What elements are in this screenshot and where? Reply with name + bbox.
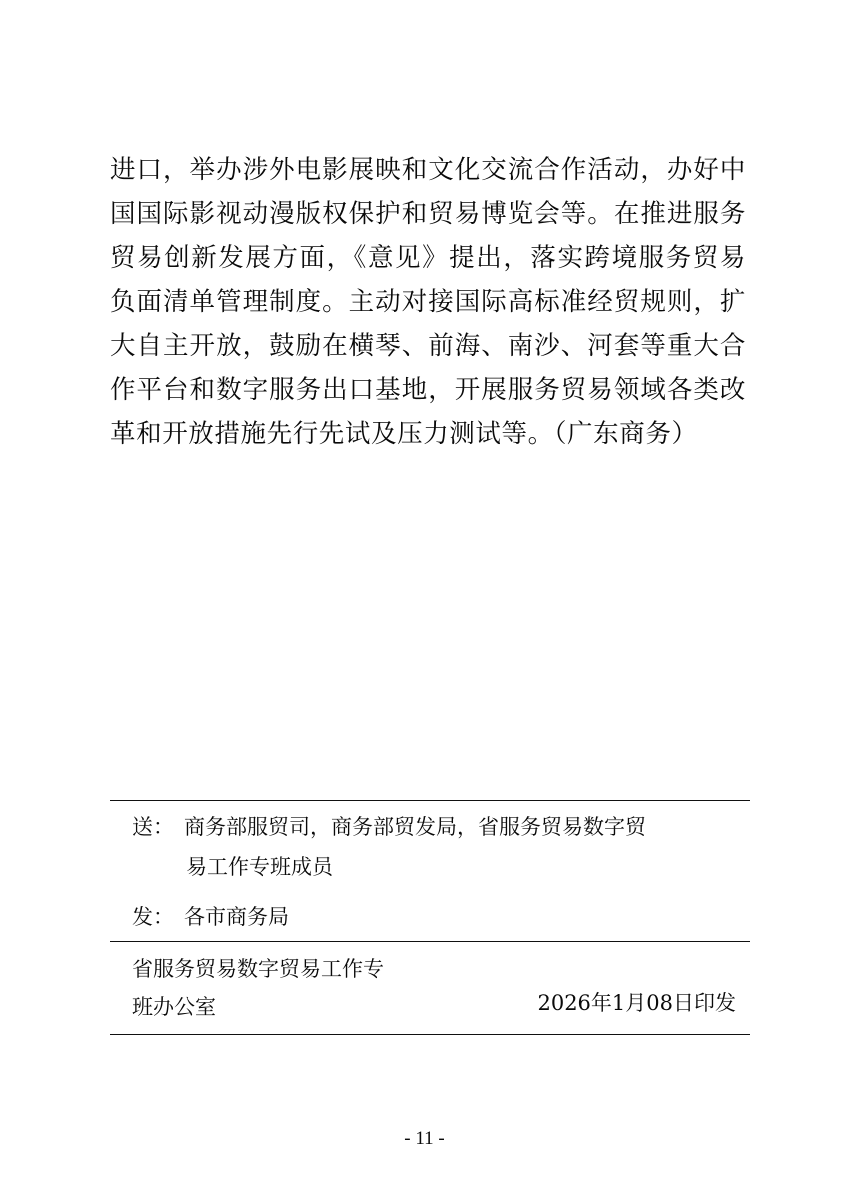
send-label: 送： [132, 815, 174, 839]
footer-row [110, 942, 750, 1034]
send-value [184, 807, 750, 887]
distribution-row-issue [110, 891, 750, 941]
print-date: 2026年1月08日印发 [537, 991, 736, 1015]
divider-bottom [110, 1034, 750, 1035]
issue-value: 各市商务局 [184, 905, 289, 929]
distribution-row-send [110, 801, 750, 891]
body-paragraph: 进口，举办涉外电影展映和文化交流合作活动，办好中国国际影视动漫版权保护和贸易博览会等。在推进服务贸易创新发展方面，《意见》提出，落实跨境服务贸易负面清单管理制度。主动对接国际高标准经贸规则，扩大自主开放，鼓励在横琴、前海、南沙、河套等重大合作平台和数字服务出口基地，开展服务贸易领域各类改革和开放措施先行先试及压力测试等。（广东商务） [110, 155, 746, 449]
distribution-block [110, 800, 750, 1035]
send-value-line1: 商务部服贸司，商务部贸发局，省服务贸易数字贸 [184, 815, 646, 839]
page-number: - 11 - [404, 1128, 445, 1149]
send-value-line2: 易工作专班成员 [186, 855, 333, 879]
issue-label: 发： [132, 905, 174, 929]
issuing-office-line2: 班办公室 [132, 995, 216, 1019]
issuing-office-line1: 省服务贸易数字贸易工作专 [132, 957, 384, 981]
body-text-block [110, 148, 746, 456]
issuing-office [132, 950, 384, 1026]
